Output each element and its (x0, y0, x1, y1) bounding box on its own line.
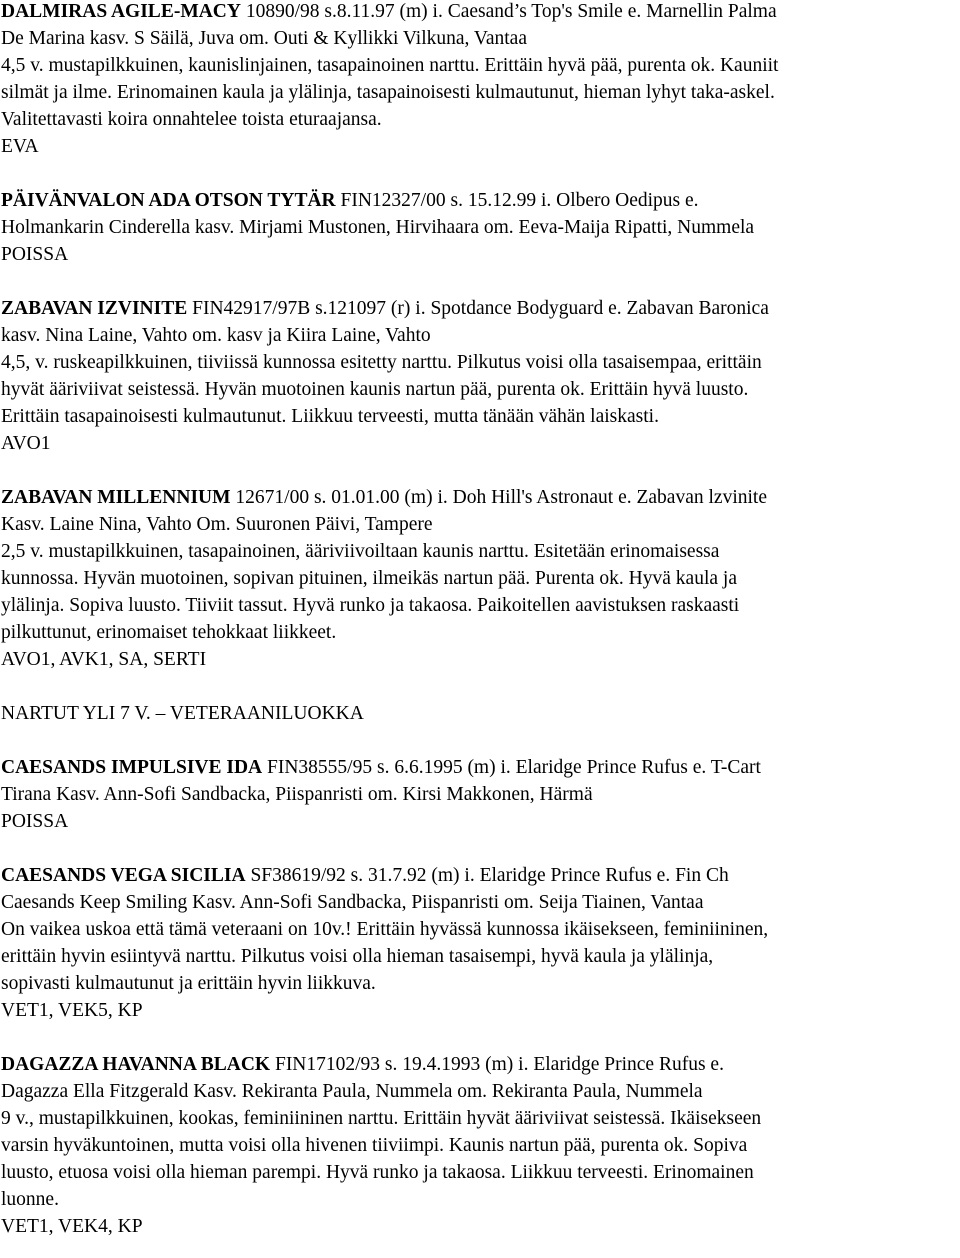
zabavan-millennium-line-4 (1, 567, 737, 591)
paivanvalon-line-1 (1, 189, 699, 213)
dalmiras-line-4 (1, 81, 775, 105)
zabavan-izvinite-text: 4,5, v. ruskeapilkkuinen, tiiviissä kunnossa esitetty narttu. Pilkutus voisi olla tasaisempaa, erittäin (1, 352, 762, 373)
dagazza-havanna-black-text: FIN17102/93 s. 19.4.1993 (m) i. Elaridge Prince Rufus e. (270, 1054, 724, 1075)
dalmiras-line-5 (1, 108, 382, 132)
zabavan-izvinite-text: kasv. Nina Laine, Vahto om. kasv ja Kiira Laine, Vahto (1, 325, 431, 346)
dagazza-havanna-black-line-5 (1, 1161, 754, 1185)
dalmiras-line-6 (1, 135, 39, 159)
dagazza-havanna-black-text: Dagazza Ella Fitzgerald Kasv. Rekiranta Paula, Nummela om. Rekiranta Paula, Nummela (1, 1081, 703, 1102)
dalmiras-text: EVA (1, 136, 39, 157)
caesands-impulsive-ida-line-3 (1, 810, 68, 834)
caesands-impulsive-ida-line-2 (1, 783, 593, 807)
dagazza-havanna-black-text: 9 v., mustapilkkuinen, kookas, feminiininen narttu. Erittäin hyvät ääriviivat seistessä. Ikäisekseen (1, 1108, 762, 1129)
zabavan-millennium-line-7 (1, 648, 206, 672)
zabavan-izvinite-text: hyvät ääriviivat seistessä. Hyvän muotoinen kaunis nartun pää, purenta ok. Erittäin hyvä luusto. (1, 379, 749, 400)
dagazza-havanna-black-text: varsin hyväkuntoinen, mutta voisi olla hivenen tiiviimpi. Kaunis nartun pää, purenta ok. Sopiva (1, 1135, 748, 1156)
zabavan-millennium-text: pilkuttunut, erinomaiset tehokkaat liikkeet. (1, 622, 337, 643)
zabavan-izvinite-line-5 (1, 405, 659, 429)
paivanvalon-line-3 (1, 243, 68, 267)
zabavan-izvinite-text: FIN42917/97B s.121097 (r) i. Spotdance Bodyguard e. Zabavan Baronica (187, 298, 769, 319)
dagazza-havanna-black-text: luonne. (1, 1189, 59, 1210)
caesands-impulsive-ida-line-1 (1, 756, 761, 780)
dagazza-havanna-black-line-2 (1, 1080, 703, 1104)
paivanvalon-text: POISSA (1, 244, 69, 265)
caesands-vega-sicilia-text: erittäin hyvin esiintyvä narttu. Pilkutus voisi olla hieman tasaisempi, hyvä kaula ja ylälinja, (1, 946, 714, 967)
zabavan-izvinite-line-3 (1, 351, 762, 375)
zabavan-millennium-line-2 (1, 513, 433, 537)
dalmiras-line-1 (1, 0, 777, 24)
zabavan-millennium-text: kunnossa. Hyvän muotoinen, sopivan pituinen, ilmeikäs nartun pää. Purenta ok. Hyvä kaula ja (1, 568, 737, 589)
caesands-vega-sicilia-line-5 (1, 972, 376, 996)
caesands-impulsive-ida-text: FIN38555/95 s. 6.6.1995 (m) i. Elaridge Prince Rufus e. T-Cart (262, 757, 761, 778)
zabavan-millennium-text: 12671/00 s. 01.01.00 (m) i. Doh Hill's Astronaut e. Zabavan lzvinite (230, 487, 767, 508)
zabavan-millennium-dog-name: ZABAVAN MILLENNIUM (1, 487, 231, 508)
zabavan-izvinite-line-2 (1, 324, 431, 348)
caesands-vega-sicilia-line-6 (1, 999, 143, 1023)
zabavan-millennium-line-1 (1, 486, 767, 510)
zabavan-izvinite-line-1 (1, 297, 769, 321)
class-heading-line-1 (1, 702, 364, 726)
caesands-vega-sicilia-dog-name: CAESANDS VEGA SICILIA (1, 865, 246, 886)
caesands-vega-sicilia-text: SF38619/92 s. 31.7.92 (m) i. Elaridge Prince Rufus e. Fin Ch (245, 865, 729, 886)
zabavan-millennium-text: ylälinja. Sopiva luusto. Tiiviit tassut. Hyvä runko ja takaosa. Paikoitellen aavistuksen raskaasti (1, 595, 740, 616)
caesands-impulsive-ida-text: POISSA (1, 811, 69, 832)
dalmiras-text: 10890/98 s.8.11.97 (m) i. Caesand’s Top's Smile e. Marnellin Palma (240, 1, 777, 22)
dalmiras-line-2 (1, 27, 527, 51)
zabavan-izvinite-text: AVO1 (1, 433, 51, 454)
dagazza-havanna-black-dog-name: DAGAZZA HAVANNA BLACK (1, 1054, 271, 1075)
dalmiras-line-3 (1, 54, 778, 78)
paivanvalon-text: Holmankarin Cinderella kasv. Mirjami Mustonen, Hirvihaara om. Eeva-Maija Ripatti, Nummela (1, 217, 755, 238)
caesands-vega-sicilia-text: Caesands Keep Smiling Kasv. Ann-Sofi Sandbacka, Piispanristi om. Seija Tiainen, Vantaa (1, 892, 704, 913)
zabavan-millennium-line-5 (1, 594, 739, 618)
dagazza-havanna-black-line-1 (1, 1053, 724, 1077)
zabavan-millennium-line-3 (1, 540, 719, 564)
zabavan-millennium-text: Kasv. Laine Nina, Vahto Om. Suuronen Päivi, Tampere (1, 514, 433, 535)
zabavan-izvinite-line-4 (1, 378, 748, 402)
zabavan-millennium-line-6 (1, 621, 336, 645)
dagazza-havanna-black-line-3 (1, 1107, 761, 1131)
paivanvalon-line-2 (1, 216, 754, 240)
caesands-vega-sicilia-line-2 (1, 891, 703, 915)
caesands-vega-sicilia-line-3 (1, 918, 768, 942)
zabavan-millennium-text: AVO1, AVK1, SA, SERTI (1, 649, 207, 670)
dalmiras-text: 4,5 v. mustapilkkuinen, kaunislinjainen, tasapainoinen narttu. Erittäin hyvä pää, purenta ok. Kauniit (1, 55, 779, 76)
dalmiras-text: Valitettavasti koira onnahtelee toista eturaajansa. (1, 109, 382, 130)
caesands-vega-sicilia-line-1 (1, 864, 729, 888)
dagazza-havanna-black-text: VET1, VEK4, KP (1, 1216, 143, 1237)
zabavan-izvinite-text: Erittäin tasapainoisesti kulmautunut. Liikkuu terveesti, mutta tänään vähän laiskasti. (1, 406, 659, 427)
caesands-impulsive-ida-text: Tirana Kasv. Ann-Sofi Sandbacka, Piispanristi om. Kirsi Makkonen, Härmä (1, 784, 593, 805)
paivanvalon-text: FIN12327/00 s. 15.12.99 i. Olbero Oedipus e. (335, 190, 699, 211)
caesands-vega-sicilia-text: sopivasti kulmautunut ja erittäin hyvin liikkuva. (1, 973, 376, 994)
dalmiras-dog-name: DALMIRAS AGILE-MACY (1, 1, 241, 22)
caesands-impulsive-ida-dog-name: CAESANDS IMPULSIVE IDA (1, 757, 263, 778)
dagazza-havanna-black-text: luusto, etuosa voisi olla hieman parempi. Hyvä runko ja takaosa. Liikkuu terveesti. Erinomainen (1, 1162, 754, 1183)
dagazza-havanna-black-line-4 (1, 1134, 747, 1158)
caesands-vega-sicilia-text: On vaikea uskoa että tämä veteraani on 10v.! Erittäin hyvässä kunnossa ikäisekseen, feminiininen, (1, 919, 769, 940)
zabavan-izvinite-dog-name: ZABAVAN IZVINITE (1, 298, 188, 319)
dagazza-havanna-black-line-6 (1, 1188, 59, 1212)
caesands-vega-sicilia-text: VET1, VEK5, KP (1, 1000, 143, 1021)
dalmiras-text: silmät ja ilme. Erinomainen kaula ja ylälinja, tasapainoisesti kulmautunut, hieman lyhyt taka-askel. (1, 82, 775, 103)
zabavan-izvinite-line-6 (1, 432, 50, 456)
zabavan-millennium-text: 2,5 v. mustapilkkuinen, tasapainoinen, ääriviivoiltaan kaunis narttu. Esitetään erinomaisessa (1, 541, 720, 562)
caesands-vega-sicilia-line-4 (1, 945, 713, 969)
class-heading-text: NARTUT YLI 7 V. – VETERAANILUOKKA (1, 703, 364, 724)
paivanvalon-dog-name: PÄIVÄNVALON ADA OTSON TYTÄR (1, 190, 336, 211)
dagazza-havanna-black-line-7 (1, 1215, 143, 1239)
dalmiras-text: De Marina kasv. S Säilä, Juva om. Outi & Kyllikki Vilkuna, Vantaa (1, 28, 527, 49)
